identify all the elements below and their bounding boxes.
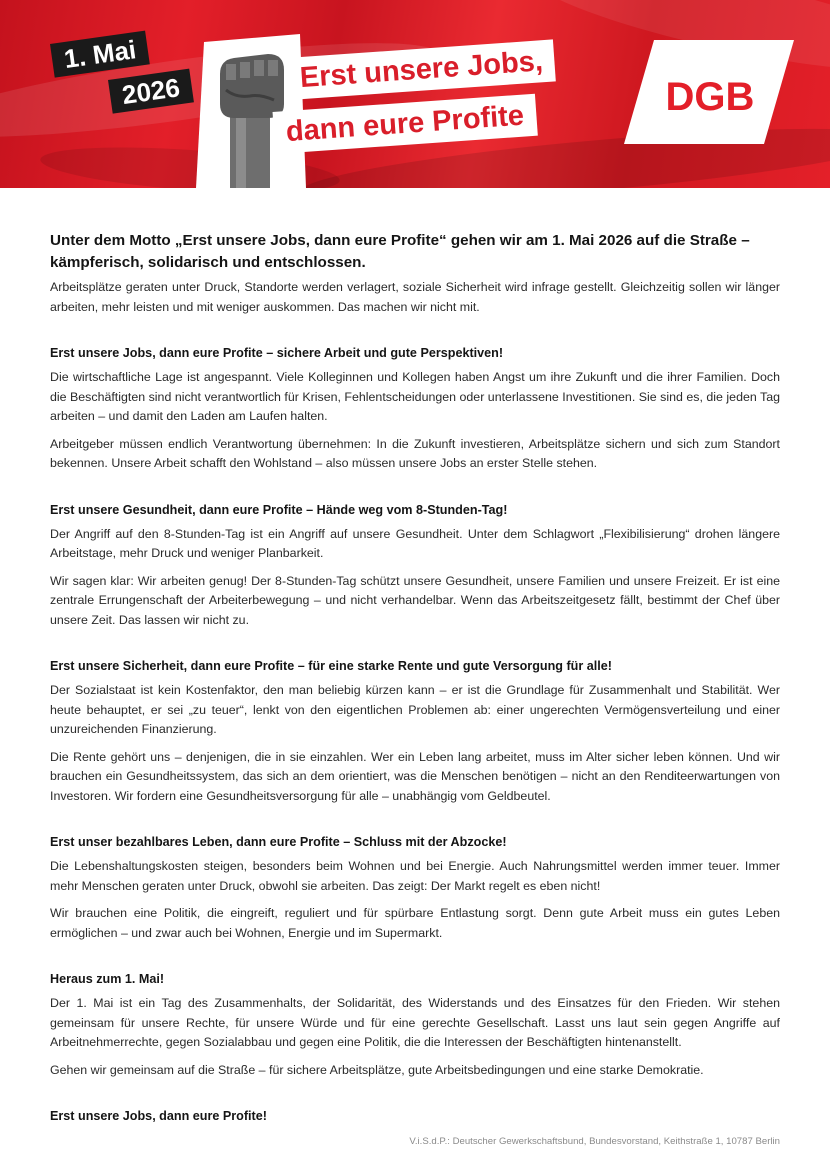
section-title: Erst unsere Jobs, dann eure Profite – sichere Arbeit und gute Perspektiven!: [50, 346, 504, 360]
closing-slogan: Erst unsere Jobs, dann eure Profite!: [50, 1109, 267, 1123]
section-paragraph: Die wirtschaftliche Lage ist angespannt. Viele Kolleginnen und Kollegen haben Angst um ihre Zukunft und die ihrer Familien. Doch die Beschäftigten sind nicht verantwortlich für Krisen, Fehlentscheidungen oder unterlassene Investitionen. Sie sind es, die jeden Tag arbeiten – und damit den Laden am Laufen halten.: [50, 370, 780, 423]
section-paragraph: Die Lebenshaltungskosten steigen, besonders beim Wohnen und bei Energie. Auch Nahrungsmittel werden immer teuer. Immer mehr Menschen geraten unter Druck, obwohl sie arbeiten. Das zeigt: Der Markt regelt es eben nicht!: [50, 859, 780, 893]
section-paragraph: Wir brauchen eine Politik, die eingreift, reguliert und für spürbare Entlastung sorgt. Denn gute Arbeit muss ein gutes Leben ermöglichen – und zwar auch bei Wohnen, Energie und im Supermarkt.: [50, 906, 780, 940]
event-date: [50, 34, 200, 126]
section-paragraph: Der Angriff auf den 8-Stunden-Tag ist ein Angriff auf unsere Gesundheit. Unter dem Schlagwort „Flexibilisierung“ drohen längere Arbeitstage, mehr Druck und weniger Planbarkeit.: [50, 526, 780, 560]
imprint-footer: V.i.S.d.P.: Deutscher Gewerkschaftsbund, Bundesvorstand, Keithstraße 1, 10787 Berlin: [409, 1136, 780, 1147]
slogan: [270, 45, 600, 162]
section-title: Erst unser bezahlbares Leben, dann eure Profite – Schluss mit der Abzocke!: [50, 835, 507, 849]
section-paragraph: Gehen wir gemeinsam auf die Straße – für sichere Arbeitsplätze, gute Arbeitsbedingungen und eine starke Demokratie.: [50, 1062, 704, 1077]
header-banner: [0, 0, 830, 188]
dgb-logo: [624, 40, 794, 144]
intro-title: Unter dem Motto „Erst unsere Jobs, dann eure Profite“ gehen wir am 1. Mai 2026 auf die Straße – kämpferisch, solidarisch und entschlossen.: [50, 232, 750, 271]
section-title: Erst unsere Sicherheit, dann eure Profite – für eine starke Rente und gute Versorgung für alle!: [50, 659, 612, 673]
section-paragraph: Der Sozialstaat ist kein Kostenfaktor, den man beliebig kürzen kann – er ist die Grundlage für Zusammenhalt und Stabilität. Wer heute behauptet, er sei „zu teuer“, lenkt von den eigentlichen Problemen ab: einer ungerechten Vermögensverteilung und einer unzureichenden Finanzierung.: [50, 683, 780, 736]
intro-paragraph: Arbeitsplätze geraten unter Druck, Standorte werden verlagert, soziale Sicherheit wird infrage gestellt. Gleichzeitig sollen wir länger arbeiten, mehr leisten und mit weniger auskommen. Das machen wir nicht mit.: [50, 280, 780, 314]
section-title: Erst unsere Gesundheit, dann eure Profite – Hände weg vom 8-Stunden-Tag!: [50, 502, 508, 517]
slogan-line: dann eure Profite: [273, 94, 538, 154]
section-paragraph: Arbeitgeber müssen endlich Verantwortung übernehmen: In die Zukunft investieren, Arbeitsplätze sichern und sich zum Standort bekennen. Unsere Arbeit schafft den Wohlstand – also müssen unsere Jobs an erster Stelle stehen.: [50, 436, 780, 470]
section-title: Heraus zum 1. Mai!: [50, 972, 165, 986]
section-paragraph: Der 1. Mai ist ein Tag des Zusammenhalts, der Solidarität, des Widerstands und des Einsatzes für den Frieden. Wir stehen gemeinsam für unsere Rechte, für unsere Würde und für eine gerechte Gesellschaft. Lasst uns laut sein gegen Angriffe auf Arbeitnehmerrechte, gegen Sozialabbau und gegen eine Politik, die die Interessen der Beschäftigten hintenanstellt.: [50, 996, 780, 1049]
main-content: [50, 230, 780, 1131]
section-paragraph: Die Rente gehört uns – denjenigen, die in sie einzahlen. Wer ein Leben lang arbeitet, muss im Alter sicher leben können. Und wir brauchen ein Gesundheitssystem, das sich an dem orientiert, was die Menschen benötigen – nicht an den Renditeerwartungen von Investoren. Wir fordern eine Gesundheitsversorgung für alle – unabhängig vom Geldbeutel.: [50, 749, 780, 803]
logo-text: DGB: [665, 75, 755, 119]
section-paragraph: Wir sagen klar: Wir arbeiten genug! Der 8-Stunden-Tag schützt unsere Gesundheit, unsere Familien und unsere Freizeit. Er ist eine zentrale Errungenschaft der Arbeiterbewegung – und nicht verhandelbar. Wenn das Arbeitszeitgesetz fällt, bestimmt der Chef über unsere Zeit. Das lassen wir nicht zu.: [50, 573, 780, 627]
date-label: 1. Mai: [50, 31, 150, 78]
year-label: 2026: [108, 69, 194, 114]
slogan-line: Erst unsere Jobs,: [287, 39, 557, 100]
